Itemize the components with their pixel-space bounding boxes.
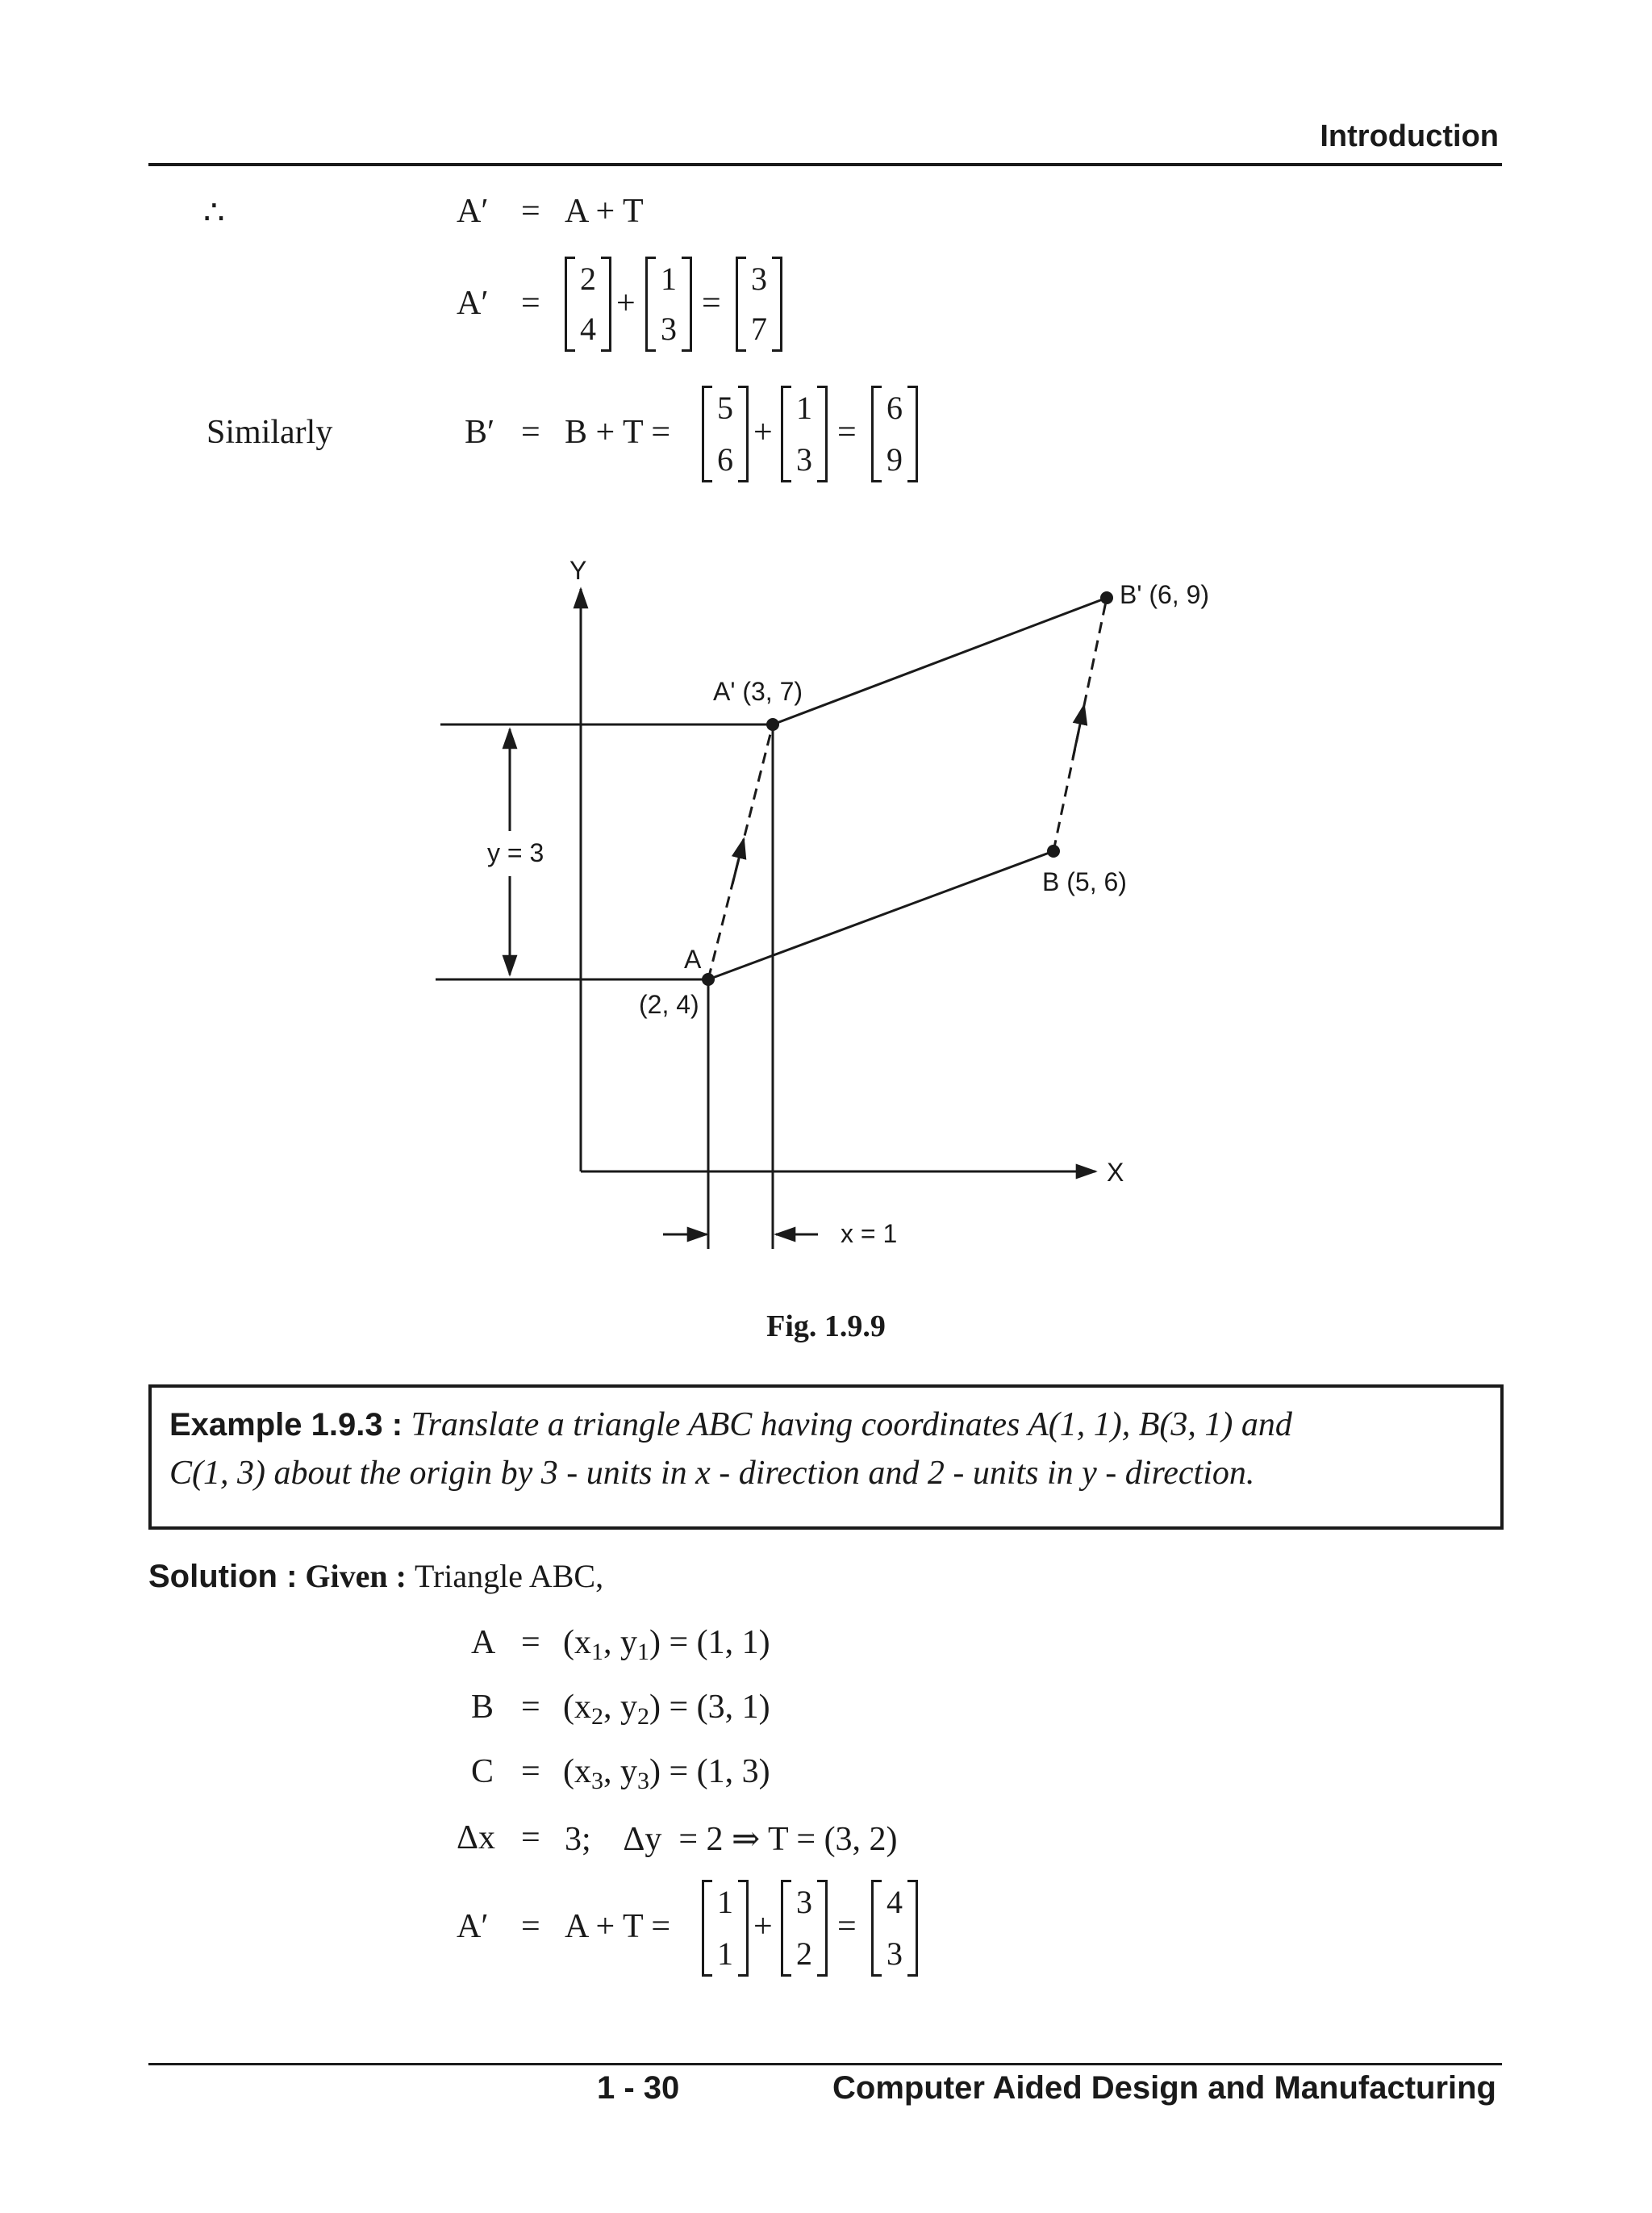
row-b-lhs: B <box>471 1689 494 1726</box>
a-prime-equals-2: = <box>837 1908 857 1945</box>
point-b-prime <box>1100 591 1113 604</box>
a-prime-matrix-1 <box>702 1880 749 1977</box>
example-text-2: C(1, 3) about the origin by 3 - units in x - direction and 2 - units in y - direction. <box>169 1455 1255 1492</box>
row-c-equals: = <box>521 1753 540 1790</box>
matrix-value: 6 <box>886 390 903 426</box>
therefore-symbol: ∴ <box>203 194 225 232</box>
eq1-lhs: A′ <box>457 193 489 230</box>
x-axis-label: X <box>1107 1158 1124 1187</box>
delta-lhs: Δx <box>457 1819 496 1856</box>
matrix-value: 1 <box>796 390 812 426</box>
point-a-prime-label: A' (3, 7) <box>713 677 803 706</box>
row-a-lhs: A <box>471 1624 496 1661</box>
var: y <box>620 1753 637 1790</box>
matrix-value: 3 <box>886 1935 903 1972</box>
sub: 1 <box>637 1639 649 1665</box>
a-prime-rhs: A + T = <box>565 1908 671 1945</box>
example-text-1: Translate a triangle ABC having coordinates A(1, 1), B(3, 1) and <box>411 1406 1292 1443</box>
row-a-equals: = <box>521 1624 540 1661</box>
matrix-value: 4 <box>886 1884 903 1920</box>
delta-equals: = <box>521 1819 540 1856</box>
val: ) = (3, 1) <box>649 1689 770 1726</box>
eq2-lhs: A′ <box>457 285 489 322</box>
point-a <box>702 973 715 986</box>
solution-label: Solution : <box>148 1559 298 1594</box>
val: ) = (1, 3) <box>649 1753 770 1790</box>
row-c-lhs: C <box>471 1753 494 1790</box>
point-b <box>1047 845 1060 858</box>
matrix-value: 2 <box>580 261 596 297</box>
sub: 3 <box>591 1768 603 1794</box>
matrix-value: 3 <box>796 441 812 478</box>
eq2-plus: + <box>616 285 636 322</box>
eq3-equals-2: = <box>837 414 857 451</box>
eq2-equals: = <box>521 285 540 322</box>
a-prime-matrix-2 <box>781 1880 828 1977</box>
row-b-value: ($x_2$, $y_2) = (3$, 1) <box>563 1689 770 1730</box>
row-a-value: ($x_1$, $y_1) = (1$, 1) <box>563 1624 770 1665</box>
book-title: Computer Aided Design and Manufacturing <box>832 2070 1496 2106</box>
solution-header <box>148 1557 603 1595</box>
point-b-prime-label: B' (6, 9) <box>1120 580 1210 609</box>
val: ) = (1, 1) <box>649 1624 770 1661</box>
var: x <box>574 1753 591 1790</box>
matrix-value: 2 <box>796 1935 812 1972</box>
given-label: Given : <box>305 1558 407 1594</box>
matrix-value: 1 <box>717 1884 733 1920</box>
eq2-equals-2: = <box>702 285 721 322</box>
dimension-x-label: x = 1 <box>841 1219 898 1248</box>
matrix-value: 1 <box>661 261 677 297</box>
a-prime-plus: + <box>753 1908 773 1945</box>
point-a-prime <box>766 718 779 731</box>
row-b-equals: = <box>521 1689 540 1726</box>
running-header: Introduction <box>1320 119 1499 153</box>
row-c-value: ($x_3$, $y_3) = (1$, 3) <box>563 1753 770 1794</box>
matrix-value: 7 <box>751 311 767 347</box>
a-prime-equals: = <box>521 1908 540 1945</box>
a-prime-lhs: A′ <box>457 1908 489 1945</box>
var: y <box>620 1624 637 1661</box>
sub: 1 <box>591 1639 603 1665</box>
footer-rule <box>148 2063 1502 2065</box>
sub: 2 <box>637 1703 649 1730</box>
matrix-value: 3 <box>796 1884 812 1920</box>
eq1-rhs: A + T <box>565 193 644 230</box>
point-a-coords: (2, 4) <box>639 990 699 1019</box>
matrix-value: 1 <box>717 1935 733 1972</box>
eq3-plus: + <box>753 414 773 451</box>
segment-a-prime-b-prime <box>773 598 1107 724</box>
eq3-equals: = <box>521 414 540 451</box>
sub: 2 <box>591 1703 603 1730</box>
eq3-lhs: B′ <box>465 414 495 451</box>
matrix-value: 5 <box>717 390 733 426</box>
var: x <box>574 1689 591 1726</box>
example-line-1 <box>169 1405 1292 1444</box>
var: x <box>574 1624 591 1661</box>
page-number: 1 - 30 <box>597 2070 680 2106</box>
matrix-value: 6 <box>717 441 733 478</box>
y-axis-label: Y <box>569 556 587 585</box>
sub: 3 <box>637 1768 649 1794</box>
var: y <box>620 1689 637 1726</box>
translation-arrow-a <box>732 839 744 884</box>
given-text: Triangle ABC, <box>414 1558 604 1594</box>
figure-caption: Fig. 1.9.9 <box>766 1309 886 1343</box>
matrix-value: 3 <box>661 311 677 347</box>
eq1-equals: = <box>521 193 540 230</box>
example-label: Example 1.9.3 : <box>169 1407 403 1443</box>
similarly-label: Similarly <box>206 414 333 451</box>
a-prime-matrix-3 <box>871 1880 918 1977</box>
segment-ab <box>708 851 1053 979</box>
matrix-value: 4 <box>580 311 596 347</box>
eq3-rhs: B + T = <box>565 414 671 451</box>
delta-rhs: 3; Δy = 2 ⇒ T = (3, 2) <box>565 1821 898 1858</box>
matrix-value: 3 <box>751 261 767 297</box>
point-a-label: A <box>684 945 702 974</box>
point-b-label: B (5, 6) <box>1042 867 1127 896</box>
matrix-value: 9 <box>886 441 903 478</box>
translation-arrow-b <box>1073 705 1084 758</box>
dimension-y-label: y = 3 <box>487 838 544 867</box>
